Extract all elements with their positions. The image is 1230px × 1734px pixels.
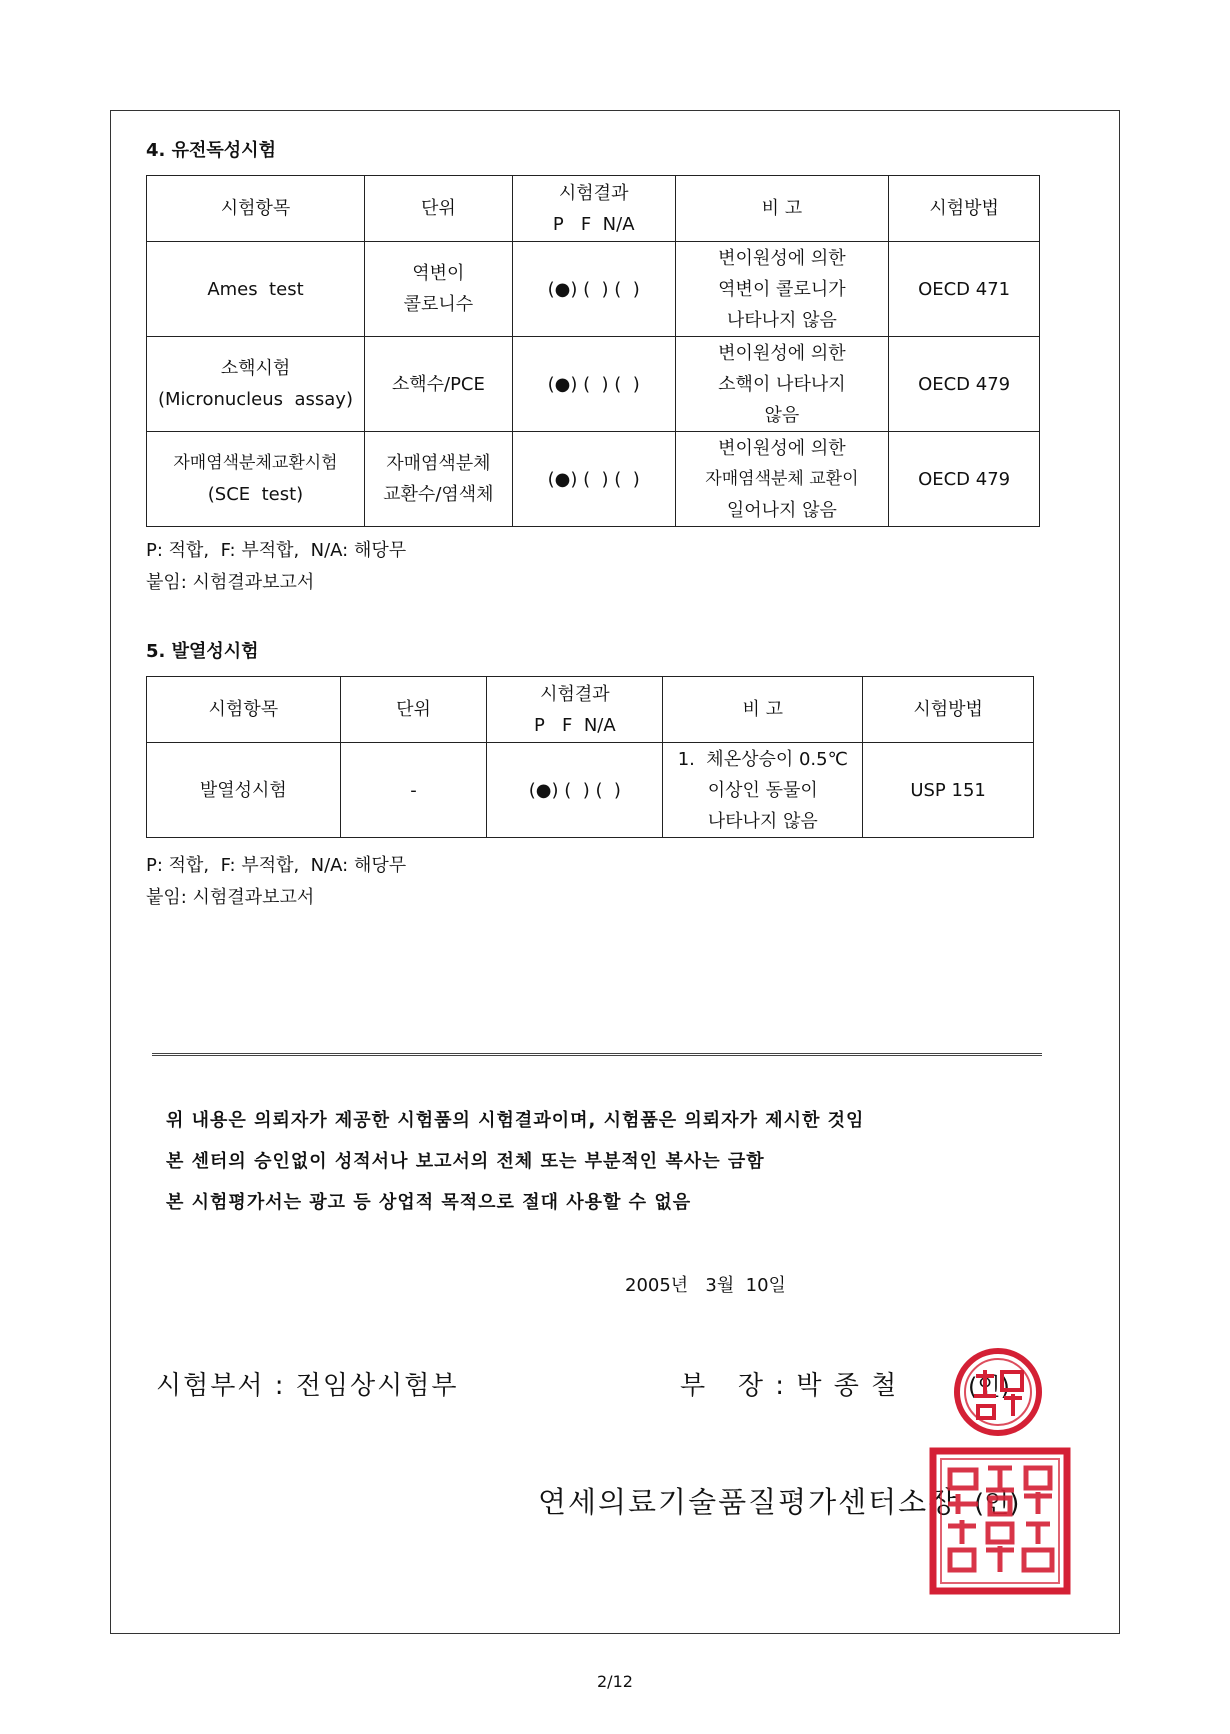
department-head: 부 장 : 박 종 철 [680, 1371, 899, 1401]
row-result: (●) ( ) ( ) [512, 337, 675, 432]
section-4-attachment: 붙임: 시험결과보고서 [146, 572, 315, 593]
section-4-legend: P: 적합, F: 부적합, N/A: 해당무 [146, 540, 407, 561]
row-remark-line1: 변이원성에 의한 [718, 342, 846, 364]
notice-line-2: 본 센터의 승인없이 성적서나 보고서의 전체 또는 부분적인 복사는 금함 [166, 1151, 765, 1172]
row-remark-line3: 나타나지 않음 [726, 309, 837, 331]
header-remark: 비 고 [663, 677, 863, 743]
row-remark [675, 432, 889, 527]
row-item [147, 432, 365, 527]
head-seal-mark: (인) [968, 1373, 1010, 1401]
row-remark-line3: 일어나지 않음 [726, 499, 837, 521]
row-item [147, 337, 365, 432]
row-unit: - [340, 743, 487, 838]
center-director: 연세의료기술품질평가센터소장 [538, 1485, 959, 1519]
row-item-line2: (Micronucleus assay) [157, 389, 353, 410]
table-header-row [147, 677, 1034, 743]
double-divider [152, 1053, 1042, 1061]
row-remark-line3: 나타나지 않음 [707, 810, 818, 832]
row-item-line1: 소핵시험 [220, 358, 291, 379]
header-result [512, 176, 675, 242]
row-unit-line2: 교환수/염색체 [383, 484, 494, 505]
header-result-sub: P F N/A [552, 213, 635, 235]
row-remark [675, 242, 889, 337]
row-result: (●) ( ) ( ) [512, 242, 675, 337]
table-row [147, 337, 1040, 432]
header-unit: 단위 [340, 677, 487, 743]
header-unit: 단위 [364, 176, 512, 242]
header-item: 시험항목 [147, 677, 341, 743]
row-remark [663, 743, 863, 838]
genotoxicity-table [146, 175, 1040, 527]
page-number: 2/12 [597, 1672, 633, 1691]
row-remark-line1: 변이원성에 의한 [718, 437, 846, 459]
row-method: OECD 479 [889, 432, 1040, 527]
row-remark-line2: 소핵이 나타나지 [718, 373, 846, 395]
row-item-line1: Ames test [207, 278, 304, 300]
section-5-attachment: 붙임: 시험결과보고서 [146, 887, 315, 908]
row-remark-line1: 변이원성에 의한 [718, 247, 846, 269]
issue-date: 2005년 3월 10일 [625, 1275, 786, 1296]
header-item: 시험항목 [147, 176, 365, 242]
row-remark-line2: 이상인 동물이 [707, 779, 818, 801]
row-unit [364, 242, 512, 337]
table-header-row [147, 176, 1040, 242]
header-result [487, 677, 663, 743]
row-method: OECD 479 [889, 337, 1040, 432]
header-method: 시험방법 [889, 176, 1040, 242]
row-method: OECD 471 [889, 242, 1040, 337]
row-item [147, 242, 365, 337]
test-department: 시험부서 : 전임상시험부 [156, 1371, 459, 1401]
header-result-label: 시험결과 [558, 182, 629, 204]
header-result-sub: P F N/A [534, 714, 616, 736]
notice [166, 1100, 864, 1223]
row-unit-line1: 역변이 [412, 263, 465, 284]
table-row [147, 432, 1040, 527]
header-remark: 비 고 [675, 176, 889, 242]
row-unit-line1: 자매염색분체 [386, 453, 491, 474]
section-5-legend: P: 적합, F: 부적합, N/A: 해당무 [146, 855, 407, 876]
table-row [147, 242, 1040, 337]
notice-line-3: 본 시험평가서는 광고 등 상업적 목적으로 절대 사용할 수 없음 [166, 1192, 692, 1213]
header-method: 시험방법 [863, 677, 1034, 743]
header-result-label: 시험결과 [540, 683, 610, 705]
row-remark [675, 337, 889, 432]
row-unit: 소핵수/PCE [364, 337, 512, 432]
row-remark-line2: 역변이 콜로니가 [718, 278, 846, 300]
row-method: USP 151 [863, 743, 1034, 838]
row-unit-line2: 콜로니수 [403, 294, 474, 315]
row-result: (●) ( ) ( ) [487, 743, 663, 838]
row-remark-line2: 자매염색분체 교환이 [705, 468, 859, 489]
director-seal-mark: (인) [974, 1489, 1020, 1519]
row-item-line2: (SCE test) [207, 484, 304, 505]
row-remark-line1: 1. 체온상승이 0.5℃ [677, 748, 848, 770]
square-seal-icon [928, 1446, 1072, 1596]
row-item-line1: 자매염색분체교환시험 [173, 453, 338, 473]
row-item: 발열성시험 [147, 743, 341, 838]
pyrogen-table [146, 676, 1034, 838]
section-4-title: 4. 유전독성시험 [146, 140, 276, 161]
notice-line-1: 위 내용은 의뢰자가 제공한 시험품의 시험결과이며, 시험품은 의뢰자가 제시한 것임 [166, 1110, 865, 1131]
round-seal-icon [952, 1346, 1044, 1438]
table-row [147, 743, 1034, 838]
row-result: (●) ( ) ( ) [512, 432, 675, 527]
row-remark-line3: 않음 [764, 404, 800, 426]
section-5-title: 5. 발열성시험 [146, 641, 259, 662]
row-unit [364, 432, 512, 527]
